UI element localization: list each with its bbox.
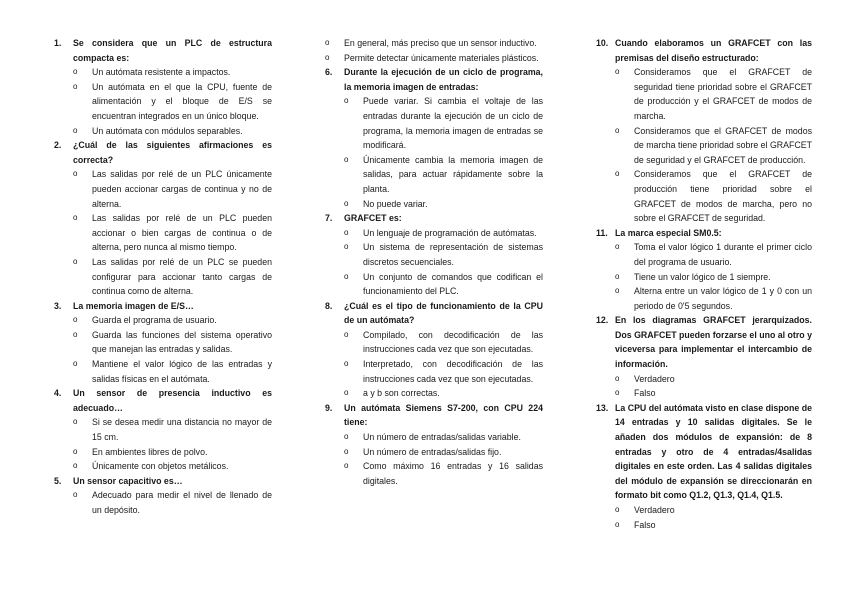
option-list <box>344 430 543 488</box>
option-item: o Mantiene el valor lógico de las entradas y salidas físicas en el autómata. <box>73 357 272 386</box>
question-text: Se considera que un PLC de estructura compacta es: <box>73 38 272 63</box>
column-2 <box>325 36 543 488</box>
option-item: o Tiene un valor lógico de 1 siempre. <box>615 270 812 285</box>
question-number: 7. <box>325 213 333 224</box>
question-5 <box>54 474 272 518</box>
option-list <box>73 167 272 298</box>
question-11 <box>596 226 812 314</box>
question-text: La marca especial SM0.5: <box>615 227 722 238</box>
question-text: Durante la ejecución de un ciclo de programa, la memoria imagen de entradas: <box>344 67 543 92</box>
question-4 <box>54 386 272 474</box>
option-item: o Falso <box>615 386 812 401</box>
option-item: o En ambientes libres de polvo. <box>73 445 272 460</box>
option-item: o Como máximo 16 entradas y 16 salidas digitales. <box>344 459 543 488</box>
option-item: o Si se desea medir una distancia no mayor de 15 cm. <box>73 415 272 444</box>
option-list <box>73 65 272 138</box>
option-item: o Toma el valor lógico 1 durante el primer ciclo del programa de usuario. <box>615 240 812 269</box>
question-3 <box>54 299 272 387</box>
option-item: o Un autómata resistente a impactos. <box>73 65 272 80</box>
question-number: 8. <box>325 300 333 311</box>
option-item: o Alterna entre un valor lógico de 1 y 0 con un periodo de 0'5 segundos. <box>615 284 812 313</box>
question-text: Un sensor de presencia inductivo es adecuado… <box>73 388 272 413</box>
continued-options <box>325 36 543 65</box>
question-10 <box>596 36 812 226</box>
option-item: o Un conjunto de comandos que codifican el funcionamiento del PLC. <box>344 270 543 299</box>
question-13 <box>596 401 812 532</box>
option-item: o Únicamente cambia la memoria imagen de salidas, para actuar rápidamente sobre la planta. <box>344 153 543 197</box>
column-1 <box>54 36 272 518</box>
question-number: 13. <box>596 402 609 413</box>
option-item: o Únicamente con objetos metálicos. <box>73 459 272 474</box>
option-item: o Verdadero <box>615 503 812 518</box>
option-list <box>73 415 272 473</box>
option-list <box>615 503 812 532</box>
question-text: ¿Cuál de las siguientes afirmaciones es correcta? <box>73 140 272 165</box>
question-number: 6. <box>325 67 333 78</box>
option-list <box>615 65 812 226</box>
question-number: 12. <box>596 315 609 326</box>
question-number: 5. <box>54 475 62 486</box>
option-item: o Las salidas por relé de un PLC se pueden configurar para accionar tanto cargas de continua como de alterna. <box>73 255 272 299</box>
option-item: o Un lenguaje de programación de autómatas. <box>344 226 543 241</box>
question-text: La CPU del autómata visto en clase dispone de 14 entradas y 10 salidas digitales. Se le añaden dos módulos de expansión: de 8 entradas y otro de 4 entradas/4salidas digitales en este orden. Las 4 salidas digitales del módulo de expansión se direccionarán en formato bit como Q1.2, Q1.3, Q1.4, Q1.5. <box>615 402 813 501</box>
option-item: o Puede variar. Si cambia el voltaje de las entradas durante la ejecución de un ciclo de programa, la memoria imagen de entradas se modificará. <box>344 94 543 152</box>
question-number: 9. <box>325 402 333 413</box>
option-list <box>344 226 543 299</box>
column-3 <box>596 36 812 532</box>
option-list <box>344 94 543 211</box>
option-item: o Consideramos que el GRAFCET de seguridad tiene prioridad sobre el GRAFCET de producción y el GRAFCET de modos de marcha. <box>615 65 812 123</box>
question-number: 1. <box>54 38 62 48</box>
question-text: Cuando elaboramos un GRAFCET con las premisas del diseño estructurado: <box>615 38 812 63</box>
option-item: o Falso <box>615 518 812 533</box>
option-item: o Las salidas por relé de un PLC pueden accionar o bien cargas de continua o de alterna, pero nunca al mismo tiempo. <box>73 211 272 255</box>
option-item: o Consideramos que el GRAFCET de modos de marcha tiene prioridad sobre el GRAFCET de seguridad y el GRAFCET de producción. <box>615 124 812 168</box>
question-9 <box>325 401 543 489</box>
option-list <box>615 372 812 401</box>
option-list <box>344 328 543 401</box>
question-text: En los diagramas GRAFCET jerarquizados. Dos GRAFCET pueden forzarse el uno al otro y viceversa para implementar el intercambio de información. <box>615 315 812 370</box>
option-item: o Permite detectar únicamente materiales plásticos. <box>325 51 543 66</box>
question-1 <box>54 36 272 138</box>
question-text: Un sensor capacitivo es… <box>73 475 183 486</box>
option-item: o Las salidas por relé de un PLC únicamente pueden accionar cargas de continua y no de alterna. <box>73 167 272 211</box>
question-7 <box>325 211 543 299</box>
question-text: GRAFCET es: <box>344 213 402 224</box>
option-item: o Adecuado para medir el nivel de llenado de un depósito. <box>73 488 272 517</box>
question-number: 2. <box>54 140 62 151</box>
option-item: o Un número de entradas/salidas fijo. <box>344 445 543 460</box>
option-item: o Interpretado, con decodificación de las instrucciones cada vez que son ejecutadas. <box>344 357 543 386</box>
question-number: 3. <box>54 300 62 311</box>
option-item: o Un autómata con módulos separables. <box>73 124 272 139</box>
question-number: 11. <box>596 227 608 238</box>
option-item: o Compilado, con decodificación de las instrucciones cada vez que son ejecutadas. <box>344 328 543 357</box>
option-item: o a y b son correctas. <box>344 386 543 401</box>
option-item: o Guarda las funciones del sistema operativo que manejan las entradas y salidas. <box>73 328 272 357</box>
option-item: o Un autómata en el que la CPU, fuente de alimentación y el bloque de E/S se encuentran integrados en un único bloque. <box>73 80 272 124</box>
question-6 <box>325 65 543 211</box>
option-list <box>615 240 812 313</box>
option-item: o Consideramos que el GRAFCET de producción tiene prioridad sobre el GRAFCET de modos de marcha, pero no sobre el GRAFCET de seguridad. <box>615 167 812 225</box>
option-list <box>73 488 272 517</box>
question-8 <box>325 299 543 401</box>
question-text: La memoria imagen de E/S… <box>73 300 194 311</box>
question-number: 10. <box>596 38 609 48</box>
option-item: o Un número de entradas/salidas variable. <box>344 430 543 445</box>
question-text: ¿Cuál es el tipo de funcionamiento de la CPU de un autómata? <box>344 300 543 326</box>
option-item: o Guarda el programa de usuario. <box>73 313 272 328</box>
option-item: o Verdadero <box>615 372 812 387</box>
question-12 <box>596 313 812 401</box>
option-list <box>73 313 272 386</box>
option-item: o No puede variar. <box>344 197 543 212</box>
option-item: o Un sistema de representación de sistemas discretos secuenciales. <box>344 240 543 269</box>
option-item: o En general, más preciso que un sensor inductivo. <box>325 36 543 51</box>
question-text: Un autómata Siemens S7-200, con CPU 224 tiene: <box>344 402 543 428</box>
question-2 <box>54 138 272 299</box>
question-number: 4. <box>54 388 62 399</box>
